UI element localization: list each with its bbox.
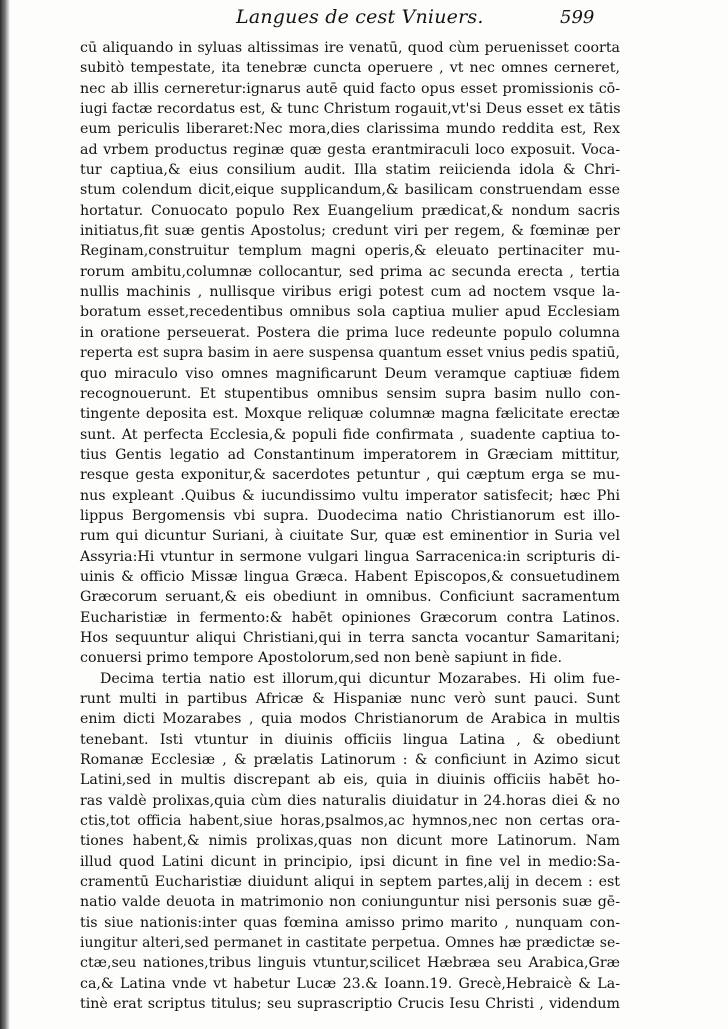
text-line: tis siue nationis:inter quas fœmina amisso primo marito , nunquam con- bbox=[80, 914, 620, 931]
page-number: 599 bbox=[560, 7, 595, 28]
text-line: Reginam,construitur templum magni operis,& eleuato pertinaciter mu- bbox=[80, 243, 620, 260]
text-line: enim dicti Mozarabes , quia modos Christianorum de Arabica in multis bbox=[80, 711, 620, 728]
text-line: boratum esset,recedentibus omnibus sola captiua mulier apud Ecclesiam bbox=[80, 304, 620, 321]
text-line: tiones habent,& nimis prolixas,quas non dicunt more Latinorum. Nam bbox=[80, 833, 620, 850]
text-line: stum colendum dicit,eique supplicandum,& basilicam construendam esse bbox=[80, 182, 620, 199]
text-line: reperta est supra basim in aere suspensa quantum esset vnius pedis spatiū, bbox=[80, 345, 620, 362]
text-line: tingente deposita est. Moxque reliquæ columnæ magna fælicitate erectæ bbox=[80, 406, 620, 423]
text-line: Græcorum seruant,& eis obediunt in omnibus. Conficiunt sacramentum bbox=[80, 589, 620, 606]
text-line: runt multi in partibus Africæ & Hispaniæ nunc verò sunt pauci. Sunt bbox=[80, 691, 620, 707]
running-head: Langues de cest Vniuers. bbox=[236, 6, 484, 28]
text-line: tinè erat scriptus titulus; seu suprascriptio Crucis Iesu Christi , videndum bbox=[80, 996, 620, 1013]
text-line: ctæ,seu nationes,tribus linguis vtuntur,scilicet Hæbræa seu Arabica,Græ bbox=[80, 955, 620, 972]
text-line: Assyria:Hi vtuntur in sermone vulgari lingua Sarracenica:in scripturis di- bbox=[80, 548, 620, 565]
text-line: lippus Bergomensis vbi supra. Duodecima natio Christianorum est illo- bbox=[80, 507, 620, 524]
text-line: tius Gentis legatio ad Constantinum imperatorem in Græciam mittitur, bbox=[80, 446, 620, 463]
text-line: cramentū Eucharistiæ diuidunt aliqui in septem partes,alij in decem : est bbox=[80, 874, 620, 891]
text-line: rorum ambitu,columnæ collocantur, sed prima ac secunda erecta , tertia bbox=[80, 263, 620, 280]
text-line: illud quod Latini dicunt in principio, ipsi dicunt in fine vel in medio:Sa- bbox=[80, 853, 620, 870]
text-line: ctis,tot officia habent,siue horas,psalmos,ac hymnos,nec non certas ora- bbox=[80, 813, 620, 830]
text-line: recognouerunt. Et stupentibus omnibus sensim supra basim nullo con- bbox=[80, 385, 620, 402]
text-line: subitò tempestate, ita tenebræ cuncta operuere , vt nec omnes cerneret, bbox=[80, 60, 620, 77]
text-line: ad vrbem productus reginæ quæ gesta erantmiraculi loco exposuit. Voca- bbox=[80, 141, 620, 158]
text-line: iugi factæ recordatus est, & tunc Christum rogauit,vt'si Deus esset ex tātis bbox=[80, 101, 621, 118]
body-text bbox=[80, 38, 620, 1015]
text-line: uinis & officio Missæ lingua Græca. Habent Episcopos,& consuetudinem bbox=[80, 568, 620, 585]
text-line: nullis machinis , nullisque viribus erigi potest cum ad noctem vsque la- bbox=[80, 284, 620, 301]
text-line: quo miraculo viso omnes magnificarunt Deum veramque captiuæ fidem bbox=[80, 365, 620, 382]
text-line: natio valde deuota in matrimonio non coniunguntur nisi personis suæ gē- bbox=[80, 894, 620, 911]
text-line: Hos sequuntur aliqui Christiani,qui in terra sancta vocantur Samaritani; bbox=[80, 629, 620, 646]
page-header bbox=[0, 0, 728, 40]
binding-gutter-shadow bbox=[0, 0, 10, 1029]
text-line: tenebant. Isti vtuntur in diuinis officiis lingua Latina , & obediunt bbox=[80, 731, 620, 748]
text-line: nec ab illis cerneretur:ignarus autē quid facto opus esset promissionis cō- bbox=[80, 80, 620, 97]
text-line: conuersi primo tempore Apostolorum,sed non benè sapiunt in fide. bbox=[80, 650, 562, 667]
text-line: Eucharistiæ in fermento:& habēt opiniones Græcorum contra Latinos. bbox=[80, 609, 620, 626]
text-line: nus expleant .Quibus & iucundissimo vultu imperator satisfecit; hæc Phi bbox=[80, 487, 620, 504]
text-line: in oratione perseuerat. Postera die prima luce redeunte populo columna bbox=[80, 324, 620, 341]
text-line: Latini,sed in multis discrepant ab eis, quia in diuinis officiis habēt ho- bbox=[80, 772, 620, 789]
text-line: ras valdè prolixas,quia cùm dies naturalis diuidatur in 24.horas diei & no bbox=[80, 792, 620, 809]
text-line: hortatur. Conuocato populo Rex Euangelium prædicat,& nondum sacris bbox=[80, 202, 620, 219]
text-line: iungitur alteri,sed permanet in castitate perpetua. Omnes hæ prædictæ se- bbox=[80, 935, 620, 952]
text-line: rum qui dicuntur Suriani, à ciuitate Sur, quæ est eminentior in Suria vel bbox=[80, 528, 620, 545]
text-line: cū aliquando in syluas altissimas ire venatū, quod cùm peruenisset coorta bbox=[80, 40, 620, 56]
text-line: initiatus,fit suæ gentis Apostolus; credunt viri per regem, & fœminæ per bbox=[80, 223, 620, 240]
text-line: tur captiua,& eius consilium audit. Illa statim reiicienda idola & Chri- bbox=[80, 162, 620, 179]
text-line: resque gesta exponitur,& sacerdotes petuntur , qui cæptum erga se mu- bbox=[80, 467, 620, 484]
text-line: sunt. At perfecta Ecclesia,& populi fide confirmata , suadente captiua to- bbox=[80, 426, 620, 443]
text-line: ca,& Latina vnde vt habetur Lucæ 23.& Ioann.19. Grecè,Hebraicè & La- bbox=[80, 975, 620, 992]
text-line: eum periculis liberaret:Nec mora,dies clarissima mundo reddita est, Rex bbox=[80, 121, 620, 138]
text-line: Decima tertia natio est illorum,qui dicuntur Mozarabes. Hi olim fue- bbox=[100, 670, 620, 687]
text-line: Romanæ Ecclesiæ , & prælatis Latinorum : & conficiunt in Azimo sicut bbox=[80, 752, 620, 769]
